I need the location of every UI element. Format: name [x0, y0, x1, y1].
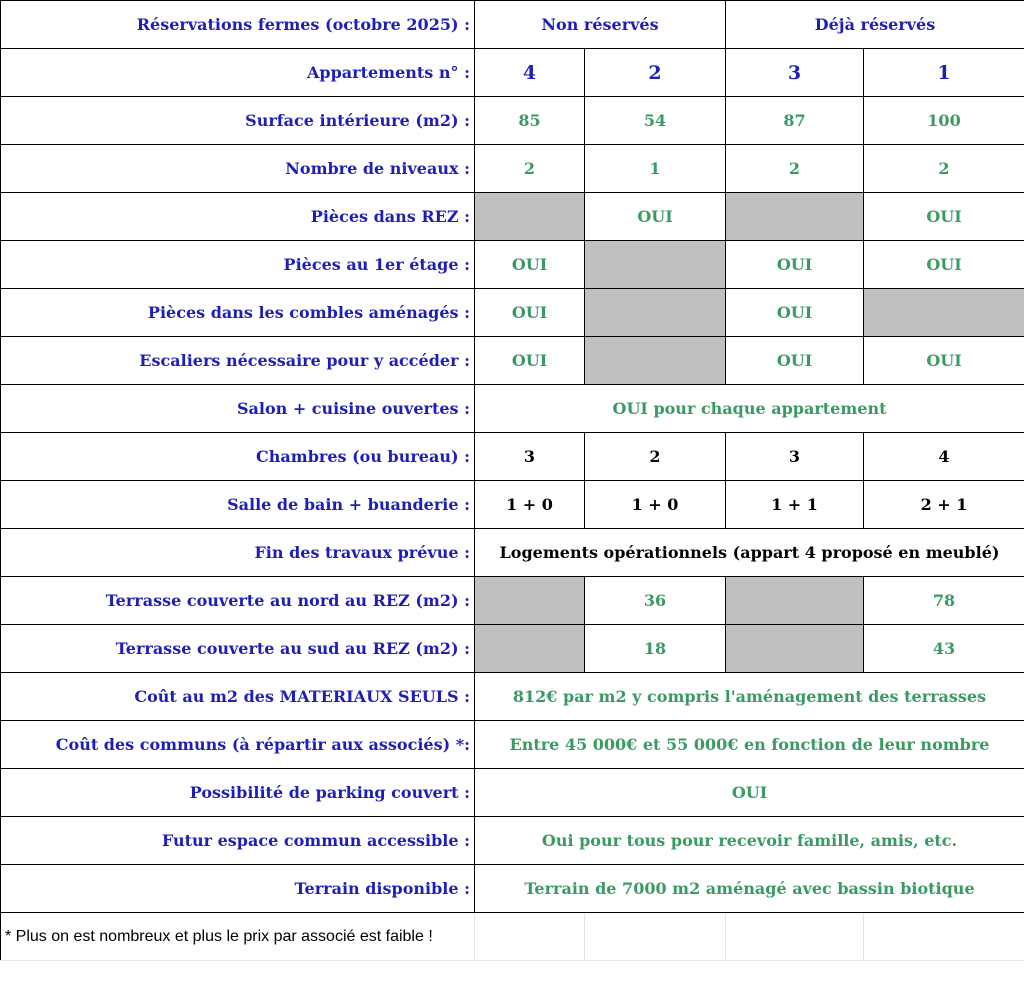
row-label: Pièces dans les combles aménagés : [1, 289, 475, 337]
table-row [1, 97, 1024, 145]
table-cell: 43 [864, 625, 1024, 673]
empty-cell [585, 337, 726, 385]
merged-cell: Terrain de 7000 m2 aménagé avec bassin biotique [475, 865, 1024, 913]
footnote-row [1, 913, 1024, 961]
table-cell: OUI [726, 241, 864, 289]
table-row [1, 289, 1024, 337]
table-cell: 1 + 0 [585, 481, 726, 529]
table-cell: OUI [475, 289, 585, 337]
merged-cell: Oui pour tous pour recevoir famille, amis, etc. [475, 817, 1024, 865]
row-label: Terrain disponible : [1, 865, 475, 913]
table-cell: OUI [585, 193, 726, 241]
table-row [1, 193, 1024, 241]
table-cell: OUI [726, 289, 864, 337]
row-label: Pièces dans REZ : [1, 193, 475, 241]
table-cell: OUI [864, 193, 1024, 241]
row-label: Salon + cuisine ouvertes : [1, 385, 475, 433]
table-row [1, 721, 1024, 769]
table-cell: 2 + 1 [864, 481, 1024, 529]
table-row [1, 433, 1024, 481]
table-row [1, 49, 1024, 97]
empty-cell [864, 289, 1024, 337]
row-label: Futur espace commun accessible : [1, 817, 475, 865]
empty-cell [475, 577, 585, 625]
empty-cell [475, 625, 585, 673]
row-label: Escaliers nécessaire pour y accéder : [1, 337, 475, 385]
header-deja-reserves: Déjà réservés [726, 1, 1024, 49]
table-row [1, 529, 1024, 577]
table-row [1, 769, 1024, 817]
table-cell: 54 [585, 97, 726, 145]
table-row [1, 337, 1024, 385]
row-label: Chambres (ou bureau) : [1, 433, 475, 481]
table-cell: 1 + 0 [475, 481, 585, 529]
table-cell: 3 [475, 433, 585, 481]
row-label: Terrasse couverte au nord au REZ (m2) : [1, 577, 475, 625]
table-cell: 2 [475, 145, 585, 193]
empty-cell [726, 193, 864, 241]
table-cell: OUI [864, 337, 1024, 385]
apartment-number: 4 [475, 49, 585, 97]
table-cell: OUI [726, 337, 864, 385]
table-cell: 1 [585, 145, 726, 193]
table-row [1, 817, 1024, 865]
apartment-number: 3 [726, 49, 864, 97]
empty-cell [726, 577, 864, 625]
table-cell: 85 [475, 97, 585, 145]
table-row [1, 1, 1024, 49]
table-cell: 4 [864, 433, 1024, 481]
table-row [1, 481, 1024, 529]
row-label: Possibilité de parking couvert : [1, 769, 475, 817]
row-label: Nombre de niveaux : [1, 145, 475, 193]
table-row [1, 865, 1024, 913]
table-cell: 78 [864, 577, 1024, 625]
table-cell: 3 [726, 433, 864, 481]
row-label: Terrasse couverte au sud au REZ (m2) : [1, 625, 475, 673]
table-cell: OUI [475, 337, 585, 385]
row-label: Fin des travaux prévue : [1, 529, 475, 577]
table-cell: 2 [864, 145, 1024, 193]
table-cell: 2 [585, 433, 726, 481]
table-cell: 2 [726, 145, 864, 193]
empty-cell [475, 913, 585, 961]
empty-cell [585, 289, 726, 337]
empty-cell [585, 241, 726, 289]
empty-cell [864, 913, 1024, 961]
table-row [1, 577, 1024, 625]
empty-cell [726, 625, 864, 673]
table-row [1, 385, 1024, 433]
table-cell: 100 [864, 97, 1024, 145]
footnote: * Plus on est nombreux et plus le prix par associé est faible ! [1, 913, 475, 961]
table-cell: OUI [864, 241, 1024, 289]
table-row [1, 145, 1024, 193]
table-cell: 87 [726, 97, 864, 145]
row-label: Appartements n° : [1, 49, 475, 97]
header-non-reserves: Non réservés [475, 1, 726, 49]
row-label: Réservations fermes (octobre 2025) : [1, 1, 475, 49]
empty-cell [475, 193, 585, 241]
apartment-number: 1 [864, 49, 1024, 97]
merged-cell: Logements opérationnels (appart 4 proposé en meublé) [475, 529, 1024, 577]
merged-cell: 812€ par m2 y compris l'aménagement des terrasses [475, 673, 1024, 721]
row-label: Coût au m2 des MATERIAUX SEULS : [1, 673, 475, 721]
table-cell: 36 [585, 577, 726, 625]
merged-cell: OUI [475, 769, 1024, 817]
empty-cell [585, 913, 726, 961]
row-label: Pièces au 1er étage : [1, 241, 475, 289]
apartment-number: 2 [585, 49, 726, 97]
table-cell: OUI [475, 241, 585, 289]
table-cell: 1 + 1 [726, 481, 864, 529]
merged-cell: Entre 45 000€ et 55 000€ en fonction de leur nombre [475, 721, 1024, 769]
table-row [1, 673, 1024, 721]
row-label: Coût des communs (à répartir aux associés) *: [1, 721, 475, 769]
merged-cell: OUI pour chaque appartement [475, 385, 1024, 433]
table-row [1, 625, 1024, 673]
empty-cell [726, 913, 864, 961]
row-label: Surface intérieure (m2) : [1, 97, 475, 145]
table-cell: 18 [585, 625, 726, 673]
row-label: Salle de bain + buanderie : [1, 481, 475, 529]
table-row [1, 241, 1024, 289]
